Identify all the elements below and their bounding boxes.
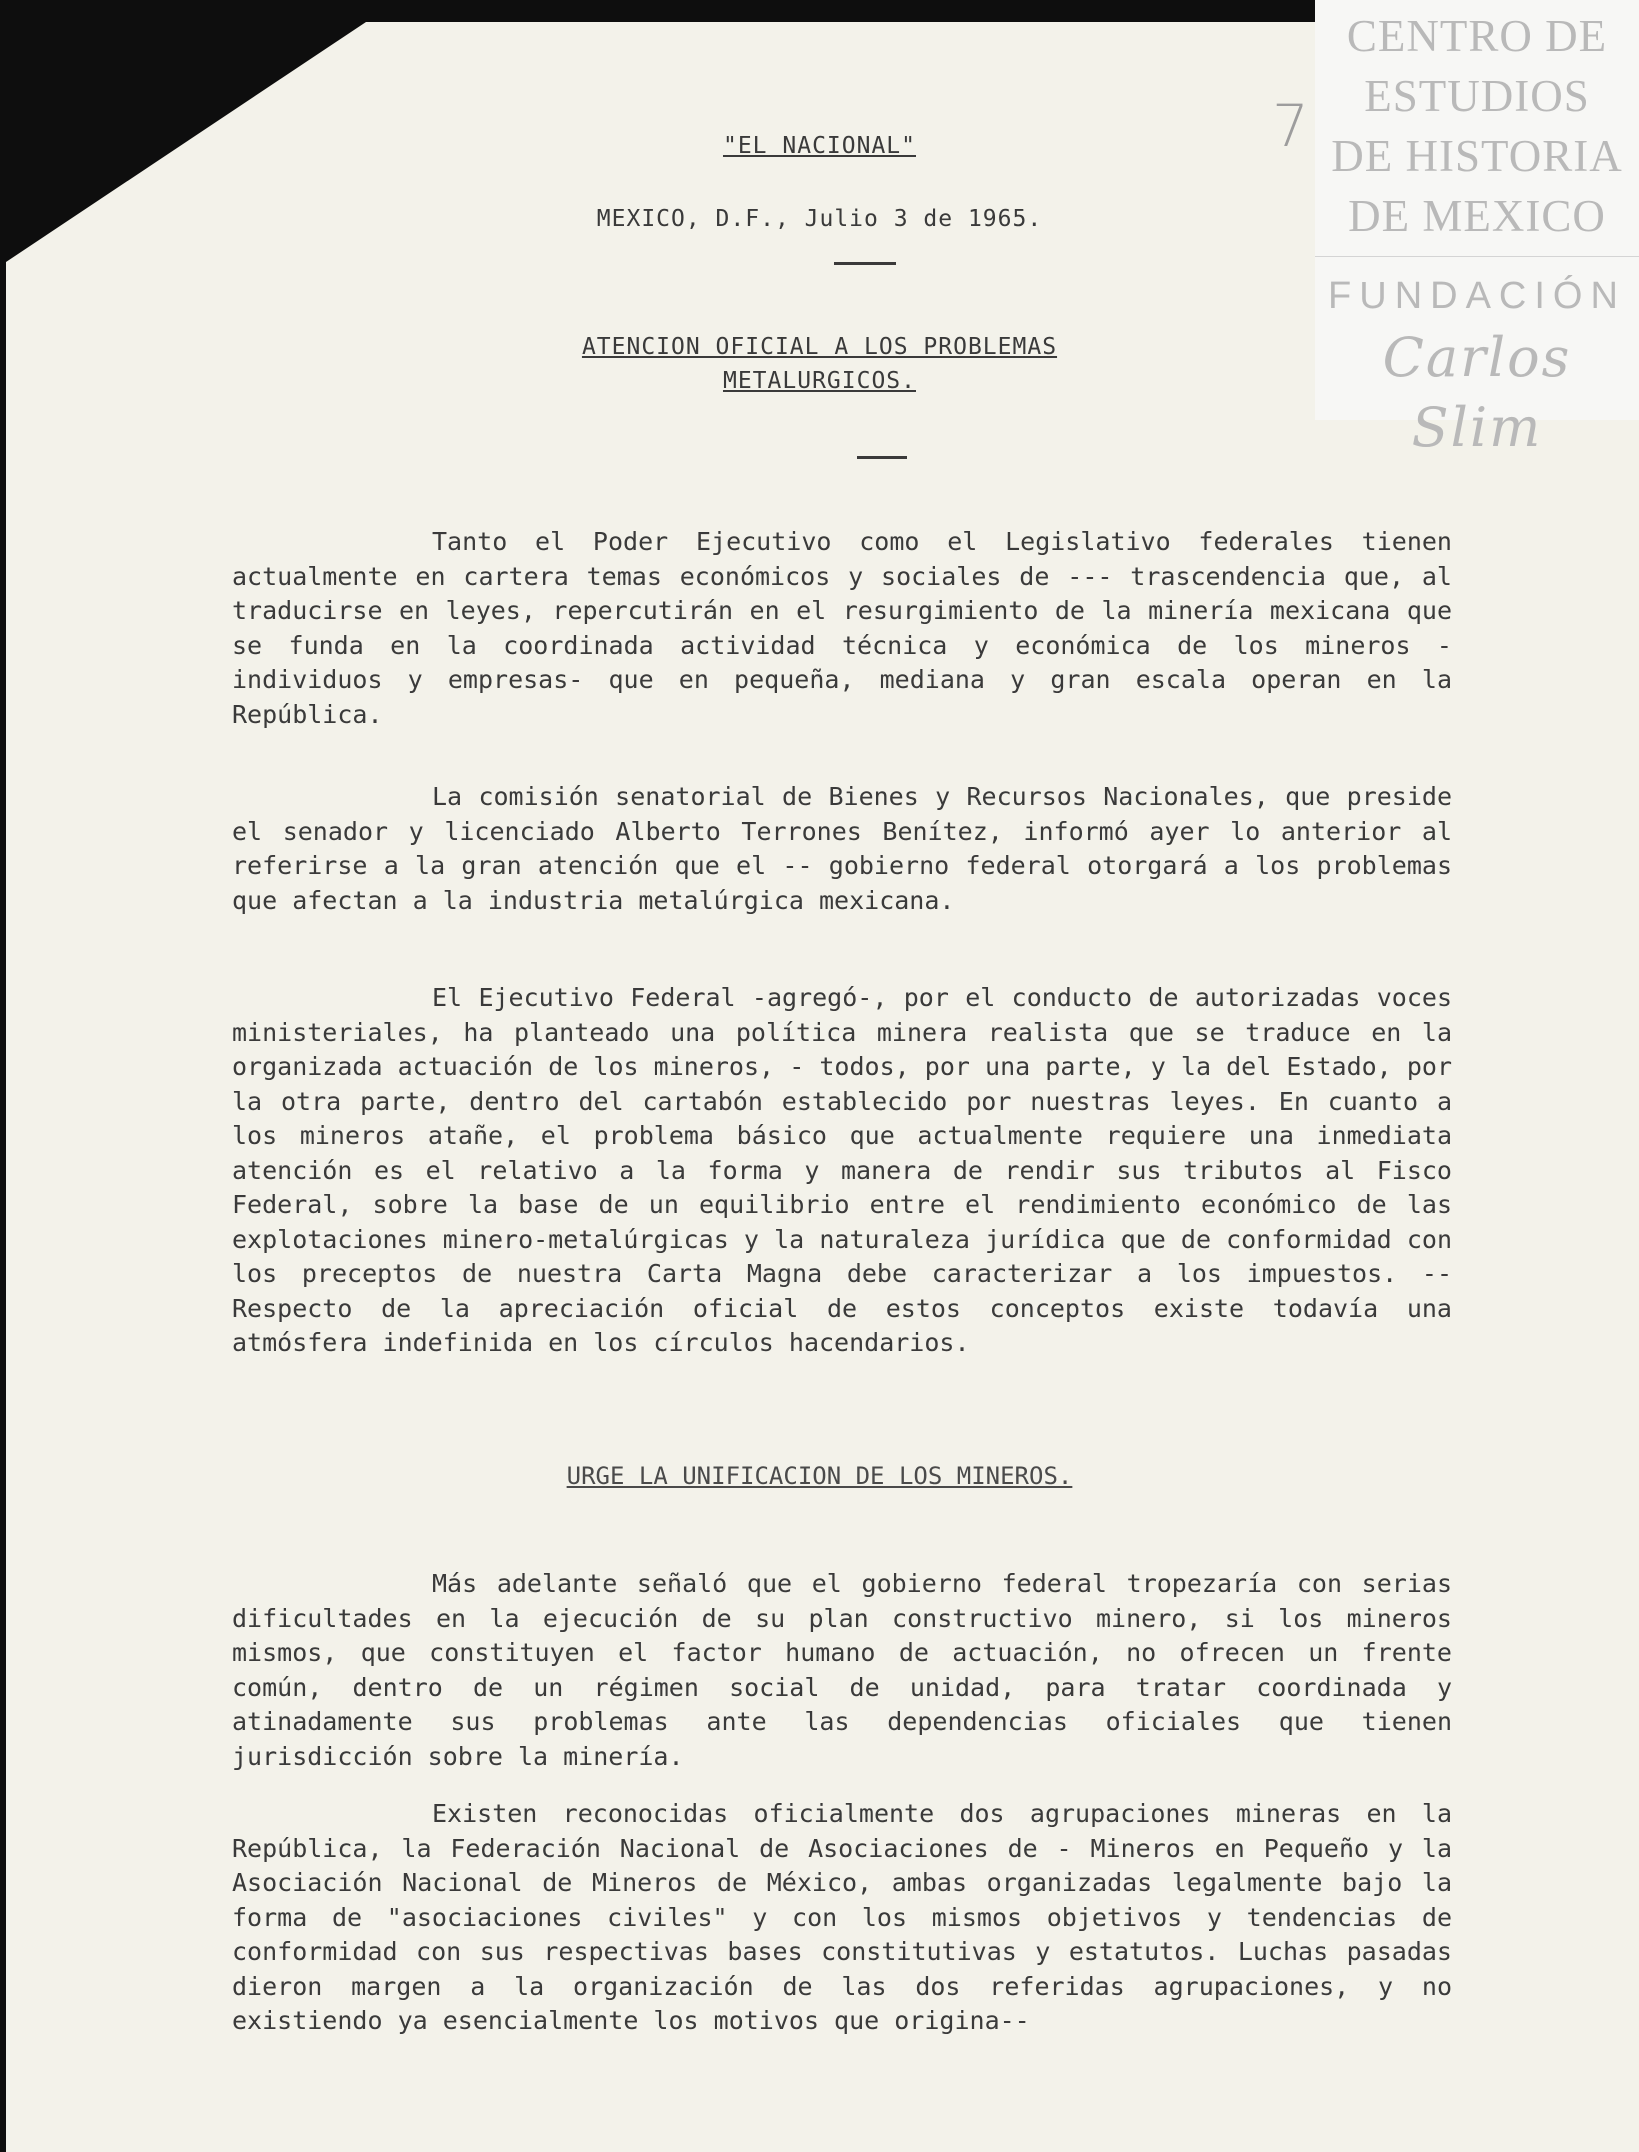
watermark-line-4: DE MEXICO	[1348, 191, 1606, 241]
watermark-divider	[1315, 256, 1639, 257]
separator-dash	[857, 456, 907, 459]
article-title-line-2: METALURGICOS.	[722, 368, 916, 394]
paragraph-3: El Ejecutivo Federal -agregó-, por el conducto de autorizadas voces ministeriales, ha planteado una política minera realista que se traduce en la organizada actuación de los mineros, - todos, por una parte, y la del Estado, por la otra parte, dentro del cartabón establecido por nuestras leyes. En cuanto a los mineros atañe, el problema básico que actualmente requiere una inmediata atención es el relativo a la forma y manera de rendir sus tributos al Fisco Federal, sobre la base de un equilibrio entre el rendimiento económico de las explotaciones minero-metalúrgicas y la naturaleza jurídica que de conformidad con los preceptos de nuestra Carta Magna debe caracterizar a los impuestos. -- Respecto de la apreciación oficial de estos conceptos existe todavía una atmósfera indefinida en los círculos hacendarios.	[232, 983, 1452, 1357]
paragraph-5: Existen reconocidas oficialmente dos agrupaciones mineras en la República, la Federación Nacional de Asociaciones de - Mineros en Pequeño y la Asociación Nacional de Mineros de México, ambas organizadas legalmente bajo la forma de "asociaciones civiles" y con los mismos objetivos y tendencias de conformidad con sus respectivas bases constitutivas y estatutos. Luchas pasadas dieron margen a la organización de las dos referidas agrupaciones, y no existiendo ya esencialmente los motivos que origina--	[232, 1799, 1452, 2035]
watermark-line-2: ESTUDIOS	[1364, 71, 1590, 121]
watermark-line-3: DE HISTORIA	[1331, 131, 1623, 181]
paragraph-2: La comisión senatorial de Bienes y Recursos Nacionales, que preside el senador y licenciado Alberto Terrones Benítez, informó ayer lo anterior al referirse a la gran atención que el -- gobierno federal otorgará a los problemas que afectan a la industria metalúrgica mexicana.	[232, 782, 1452, 915]
handwritten-page-number: 7	[1272, 92, 1309, 160]
article-title-line-1: ATENCION OFICIAL A LOS PROBLEMAS	[581, 334, 1058, 360]
separator-dash	[834, 262, 896, 265]
dateline: MEXICO, D.F., Julio 3 de 1965.	[596, 206, 1043, 232]
paragraph-4: Más adelante señaló que el gobierno federal tropezaría con serias dificultades en la ejecución de su plan constructivo minero, si los mineros mismos, que constituyen el factor humano de actuación, no ofrecen un frente común, dentro de un régimen social de unidad, para tratar coordinada y atinadamente sus problemas ante las dependencias oficiales que tienen jurisdicción sobre la minería.	[232, 1569, 1452, 1771]
subheading: URGE LA UNIFICACION DE LOS MINEROS.	[566, 1462, 1073, 1490]
publication-name: "EL NACIONAL"	[722, 133, 916, 159]
watermark-line-1: CENTRO DE	[1346, 11, 1608, 61]
watermark-foundation: FUNDACIÓN	[1328, 275, 1626, 317]
paragraph-1: Tanto el Poder Ejecutivo como el Legislativo federales tienen actualmente en cartera temas económicos y sociales de --- trascendencia que, al traducirse en leyes, repercutirán en el resurgimiento de la minería mexicana que se funda en la coordinada actividad técnica y económica de los mineros -individuos y empresas- que en pequeña, mediana y gran escala operan en la República.	[232, 527, 1452, 729]
watermark-signature: Carlos Slim	[1382, 326, 1572, 459]
